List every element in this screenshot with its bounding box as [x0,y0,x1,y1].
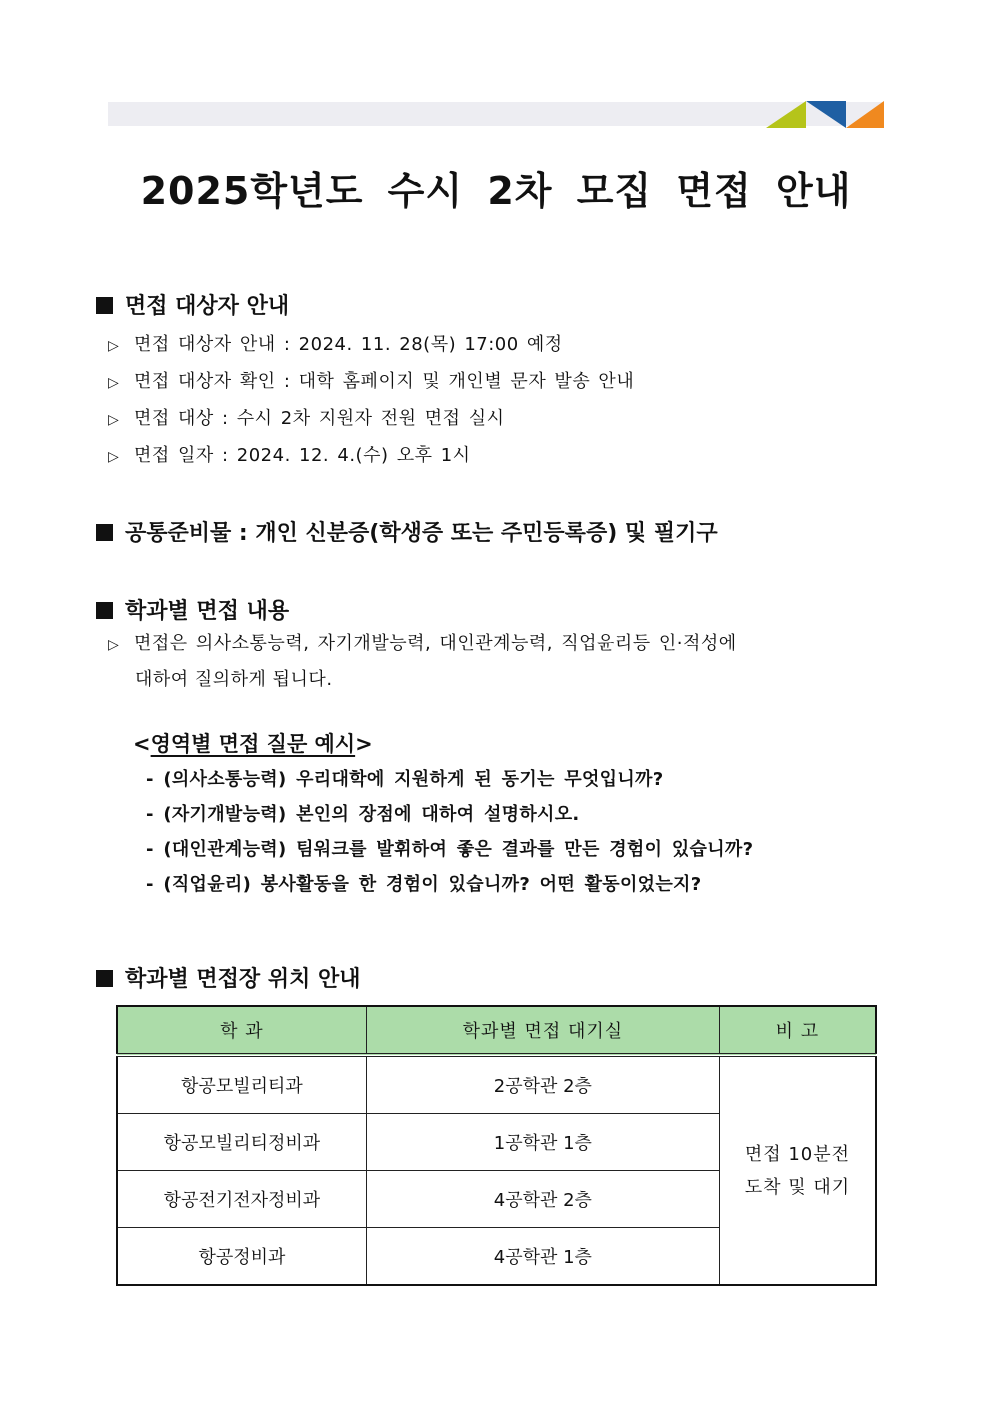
example-question: - (직업윤리) 봉사활동을 한 경험이 있습니까? 어떤 활동이었는지? [146,874,702,895]
list-item: ▷ 면접 대상 : 수시 2차 지원자 전원 면접 실시 [108,407,505,432]
table-row [117,1055,876,1114]
square-bullet-icon [96,602,113,619]
dept-cell: 항공전기전자정비과 [117,1171,366,1228]
section-heading-locations: 학과별 면접장 위치 안내 [96,962,361,993]
triangle-bullet-icon: ▷ [108,338,120,354]
triangle-bullet-icon: ▷ [108,637,120,653]
section-heading-interview-content: 학과별 면접 내용 [96,594,289,625]
header-decoration-icon [766,99,884,128]
deco-blue-triangle [806,101,846,128]
note-cell: 면접 10분전 도착 및 대기 [719,1055,876,1285]
example-question: - (자기개발능력) 본인의 장점에 대하여 설명하시오. [146,804,580,825]
deco-orange-triangle [846,101,884,128]
square-bullet-icon [96,524,113,541]
page-title: 2025학년도 수시 2차 모집 면접 안내 [140,169,852,213]
dept-cell: 항공정비과 [117,1228,366,1286]
column-header-note: 비 고 [719,1006,876,1055]
triangle-bullet-icon: ▷ [108,412,120,428]
examples-heading: <영역별 면접 질문 예시> [133,732,373,756]
room-cell: 4공학관 2층 [366,1171,719,1228]
room-cell: 2공학관 2층 [366,1055,719,1114]
list-item: ▷ 면접 대상자 확인 : 대학 홈페이지 및 개인별 문자 발송 안내 [108,370,634,395]
room-cell: 1공학관 1층 [366,1114,719,1171]
description-line: ▷ 면접은 의사소통능력, 자기개발능력, 대인관계능력, 직업윤리등 인·적성에 [108,632,737,657]
square-bullet-icon [96,297,113,314]
list-item: ▷ 면접 대상자 안내 : 2024. 11. 28(목) 17:00 예정 [108,333,563,358]
square-bullet-icon [96,970,113,987]
section-heading-interview-targets: 면접 대상자 안내 [96,289,289,320]
example-question: - (의사소통능력) 우리대학에 지원하게 된 동기는 무엇입니까? [146,769,664,790]
room-cell: 4공학관 1층 [366,1228,719,1286]
dept-cell: 항공모빌리티과 [117,1055,366,1114]
location-table [116,1005,877,1286]
deco-green-triangle [766,101,806,128]
example-question: - (대인관계능력) 팀워크를 발휘하여 좋은 결과를 만든 경험이 있습니까? [146,839,754,860]
list-item: ▷ 면접 일자 : 2024. 12. 4.(수) 오후 1시 [108,444,471,469]
description-continuation: 대하여 질의하게 됩니다. [135,669,333,690]
triangle-bullet-icon: ▷ [108,449,120,465]
dept-cell: 항공모빌리티정비과 [117,1114,366,1171]
section-heading-supplies: 공통준비물 : 개인 신분증(학생증 또는 주민등록증) 및 필기구 [96,516,718,547]
column-header-dept: 학 과 [117,1006,366,1055]
column-header-room: 학과별 면접 대기실 [366,1006,719,1055]
table-header-row [117,1006,876,1055]
triangle-bullet-icon: ▷ [108,375,120,391]
